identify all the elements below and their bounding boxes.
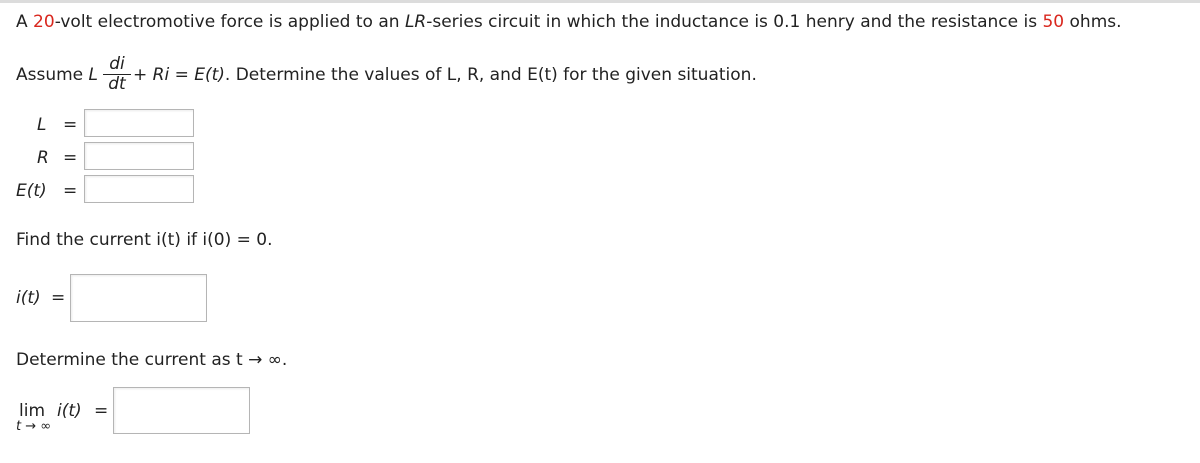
assume-instruction: . Determine the values of L, R, and E(t) for the given situation. [224, 65, 757, 85]
voltage-value: 20 [33, 12, 55, 32]
current-input[interactable] [70, 274, 207, 322]
equals-limit: = [94, 401, 109, 421]
problem-suffix: ohms. [1064, 12, 1122, 32]
var-L: L [88, 65, 99, 85]
problem-prefix: A [16, 12, 34, 32]
top-divider [0, 0, 1200, 3]
problem-text-b: -series circuit in which the inductance is 0.1 henry and the resistance is [426, 12, 1043, 32]
equals-it: = [51, 288, 66, 308]
fraction-numerator: di [109, 54, 125, 74]
label-L: L [37, 115, 47, 135]
problem-statement [16, 12, 1122, 32]
limit-input[interactable] [113, 387, 250, 434]
R-input[interactable] [84, 142, 194, 170]
equation-rest: + Ri = E(t) [133, 65, 225, 85]
problem-text-a: -volt electromotive force is applied to an [54, 12, 405, 32]
lim-expression: i(t) [57, 401, 82, 421]
limit-prompt: Determine the current as t → ∞. [16, 350, 288, 370]
resistance-value: 50 [1042, 12, 1065, 32]
equals-Et: = [63, 181, 78, 201]
equals-L: = [63, 115, 78, 135]
di-dt-fraction [103, 55, 131, 94]
current-prompt: Find the current i(t) if i(0) = 0. [16, 230, 273, 250]
label-Et: E(t) [16, 181, 47, 201]
assume-equation [133, 65, 757, 85]
lim-word: lim [19, 401, 46, 421]
series-type: LR [404, 12, 427, 32]
label-it: i(t) [16, 288, 41, 308]
lim-subscript: t → ∞ [16, 419, 52, 434]
fraction-denominator: dt [103, 74, 131, 94]
Et-input[interactable] [84, 175, 194, 203]
label-R: R [37, 148, 49, 168]
equals-R: = [63, 148, 78, 168]
assume-prefix [16, 65, 98, 85]
L-input[interactable] [84, 109, 194, 137]
assume-word: Assume [16, 65, 89, 85]
